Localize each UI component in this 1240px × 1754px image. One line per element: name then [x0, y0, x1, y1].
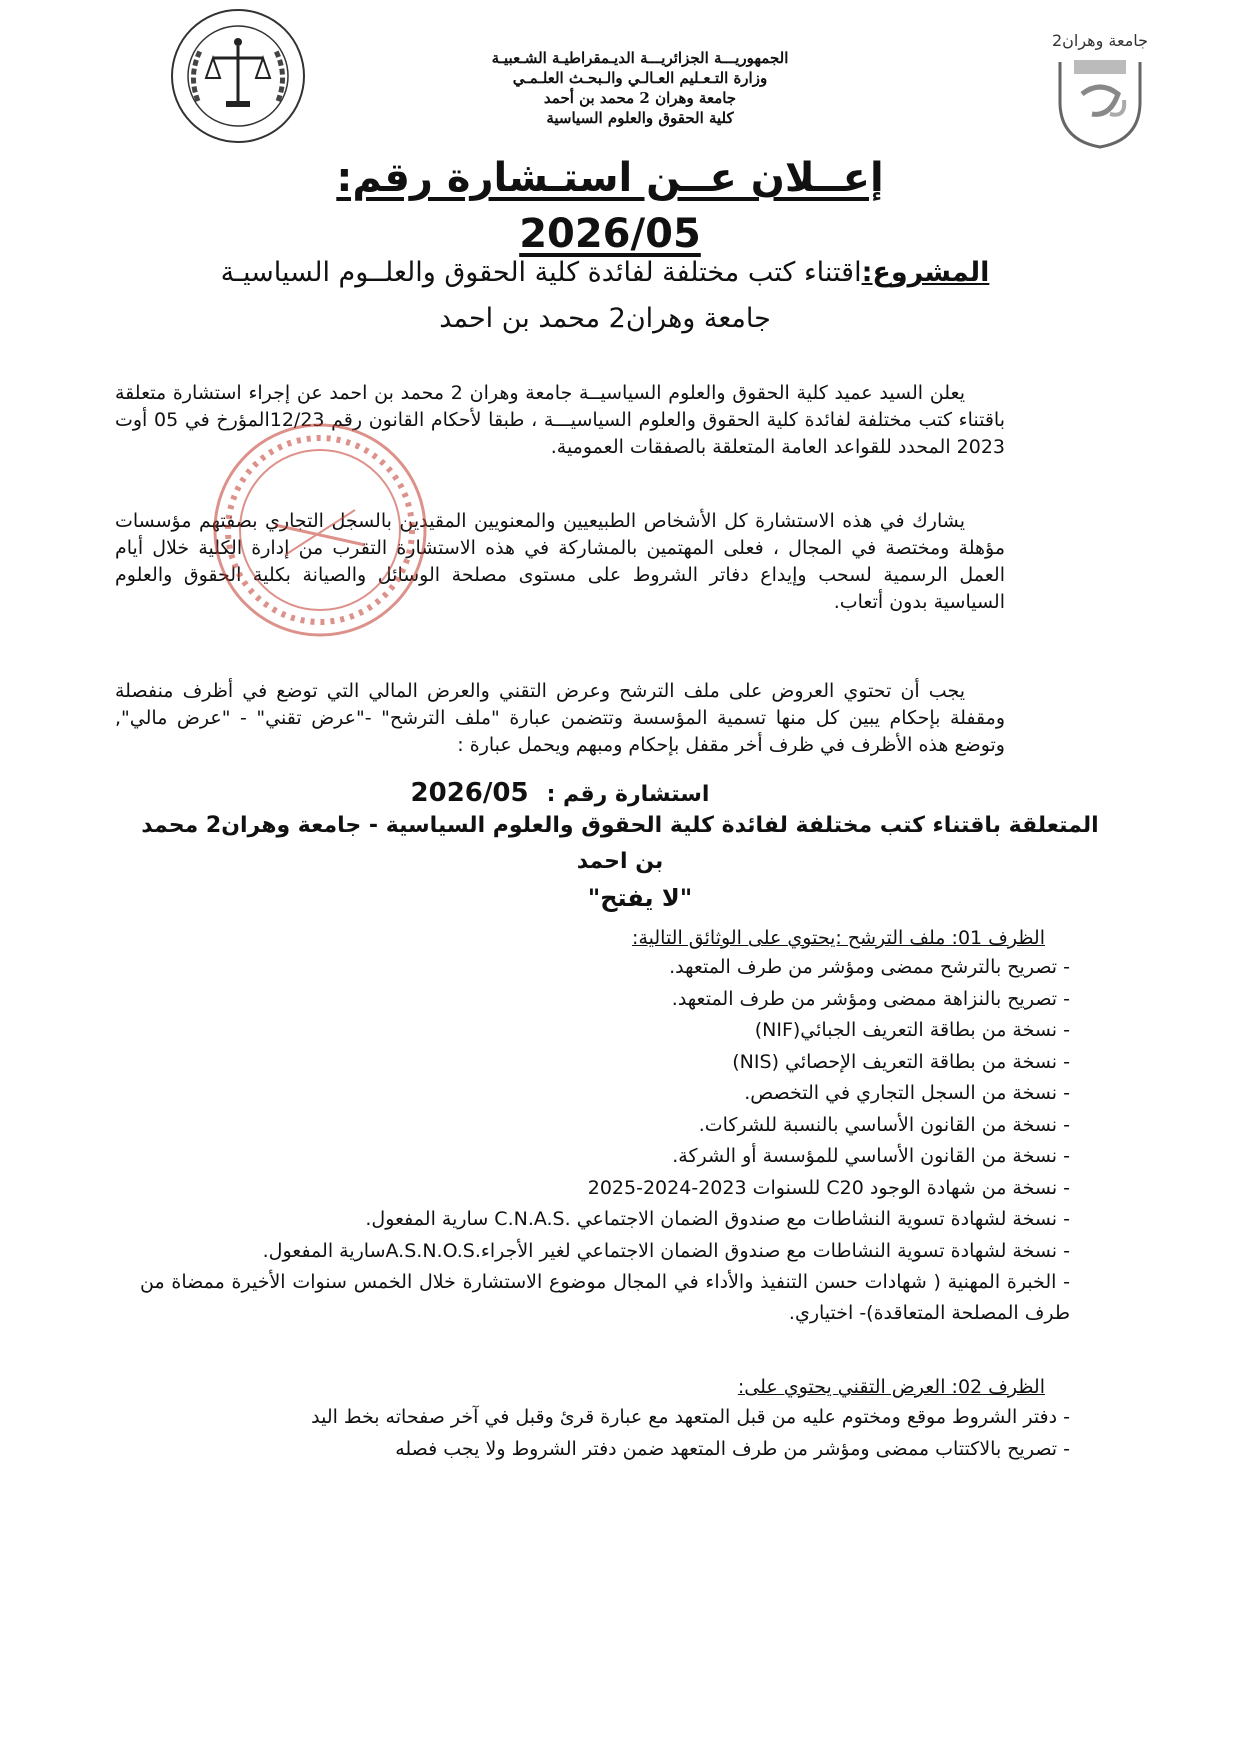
envelope1-list — [140, 952, 1070, 1329]
project-text-line2: جامعة وهران2 محمد بن احمد — [439, 303, 771, 334]
list-item: - نسخة من بطاقة التعريف الجبائي(NIF) — [754, 1019, 1070, 1041]
project-text-line1: اقتناء كتب مختلفة لفائدة كلية الحقوق والعلــوم السياسيـة — [220, 257, 862, 288]
page-title: إعــلان عــن استـشارة رقم: 2026/05 — [336, 155, 884, 257]
envelope-subject: المتعلقة باقتناء كتب مختلفة لفائدة كلية الحقوق والعلوم السياسية - جامعة وهران2 محمد بن احمد — [141, 813, 1099, 874]
project-label: المشروع: — [861, 257, 990, 288]
official-stamp-icon — [205, 415, 435, 645]
list-item: - تصريح بالترشح ممضى ومؤشر من طرف المتعهد. — [669, 956, 1070, 978]
envelope1-title: الظرف 01: ملف الترشح :يحتوي على الوثائق التالية: — [632, 927, 1045, 949]
list-item: - نسخة من بطاقة التعريف الإحصائي (NIS) — [732, 1050, 1070, 1073]
list-item: - نسخة لشهادة تسوية النشاطات مع صندوق الضمان الاجتماعي لغير الأجراء.A.S.N.O.Sسارية المفعول. — [262, 1239, 1070, 1262]
list-item: - نسخة من السجل التجاري في التخصص. — [744, 1082, 1070, 1104]
paragraph-announcement: يعلن السيد عميد كلية الحقوق والعلوم السياسيــة جامعة وهران 2 محمد بن احمد عن إجراء استشارة متعلقة باقتناء كتب مختلفة لفائدة كلية الحقوق والعلوم السياسيـــة ، طبقا لأحكام القانون رقم 12/23المؤرخ في 05 أوت 2023 المحدد للقواعد العامة المتعلقة بالصفقات العمومية. — [115, 382, 1005, 458]
list-item: - نسخة من القانون الأساسي للمؤسسة أو الشركة. — [672, 1145, 1070, 1167]
list-item: - دفتر الشروط موقع ومختوم عليه من قبل المتعهد مع عبارة قرئ وقبل في آخر صفحاته بخط اليد — [311, 1406, 1070, 1428]
header-ministry: وزارة التـعـليم العـالـي والـبحـث العلـمـي — [512, 69, 768, 87]
consultation-number-prefix: استشارة رقم : — [546, 782, 710, 807]
faculty-seal-icon — [168, 6, 308, 146]
paragraph-participation: يشارك في هذه الاستشارة كل الأشخاص الطبيعيين والمعنويين المقيدين بالسجل التجاري بصفتهم مؤسسات مؤهلة ومختصة في المجال ، فعلى المهتمين بالمشاركة في هذه الاستشارة التقرب من إدارة الكلية خلال أيام العمل الرسمية لسحب وإيداع دفاتر الشروط على مستوى مصلحة الوسائل والصيانة بكلية الحقوق والعلوم السياسية بدون أتعاب. — [115, 510, 1005, 613]
consultation-number — [380, 778, 740, 810]
university-logo-text: جامعة وهران2 — [1051, 31, 1149, 50]
envelope2-title: الظرف 02: العرض التقني يحتوي على: — [737, 1376, 1045, 1398]
consultation-number-value: 2026/05 — [410, 778, 529, 808]
list-item: - تصريح بالنزاهة ممضى ومؤشر من طرف المتعهد. — [671, 987, 1070, 1010]
header-faculty: كلية الحقوق والعلوم السياسية — [546, 109, 734, 127]
header-republic: الجمهوريـــة الجزائريـــة الديـمقراطيـة الشـعبيـة — [491, 49, 789, 67]
do-not-open-label: "لا يفتح" — [587, 884, 693, 912]
header-block — [450, 48, 830, 128]
paragraph-offers: يجب أن تحتوي العروض على ملف الترشح وعرض التقني والعرض المالي التي توضع في أظرف منفصلة ومقفلة بإحكام يبين كل منها تسمية المؤسسة وتتضمن عبارة "ملف الترشح" -"عرض تقني" - "عرض مالي", وتوضع هذه الأظرف في ظرف أخر مقفل بإحكام ومبهم ويحمل عبارة : — [115, 680, 1005, 756]
header-university: جامعة وهران 2 محمد بن أحمد — [543, 89, 737, 107]
list-item: - نسخة من شهادة الوجود C20 للسنوات 2023-2024-2025 — [587, 1176, 1070, 1199]
list-item: - نسخة من القانون الأساسي بالنسبة للشركات. — [698, 1113, 1070, 1136]
envelope2-list — [140, 1402, 1070, 1465]
list-item: - نسخة لشهادة تسوية النشاطات مع صندوق الضمان الاجتماعي .C.N.A.S سارية المفعول. — [365, 1208, 1070, 1230]
university-logo-icon — [1040, 22, 1160, 152]
list-item: - تصريح بالاكتتاب ممضى ومؤشر من طرف المتعهد ضمن دفتر الشروط ولا يجب فصله — [395, 1437, 1070, 1460]
project-block — [200, 250, 1010, 342]
list-item: - الخبرة المهنية ( شهادات حسن التنفيذ والأداء في المجال موضوع الاستشارة خلال الخمس سنوات الأخيرة ممضاة من طرف المصلحة المتعاقدة)- اختياري. — [140, 1270, 1070, 1324]
